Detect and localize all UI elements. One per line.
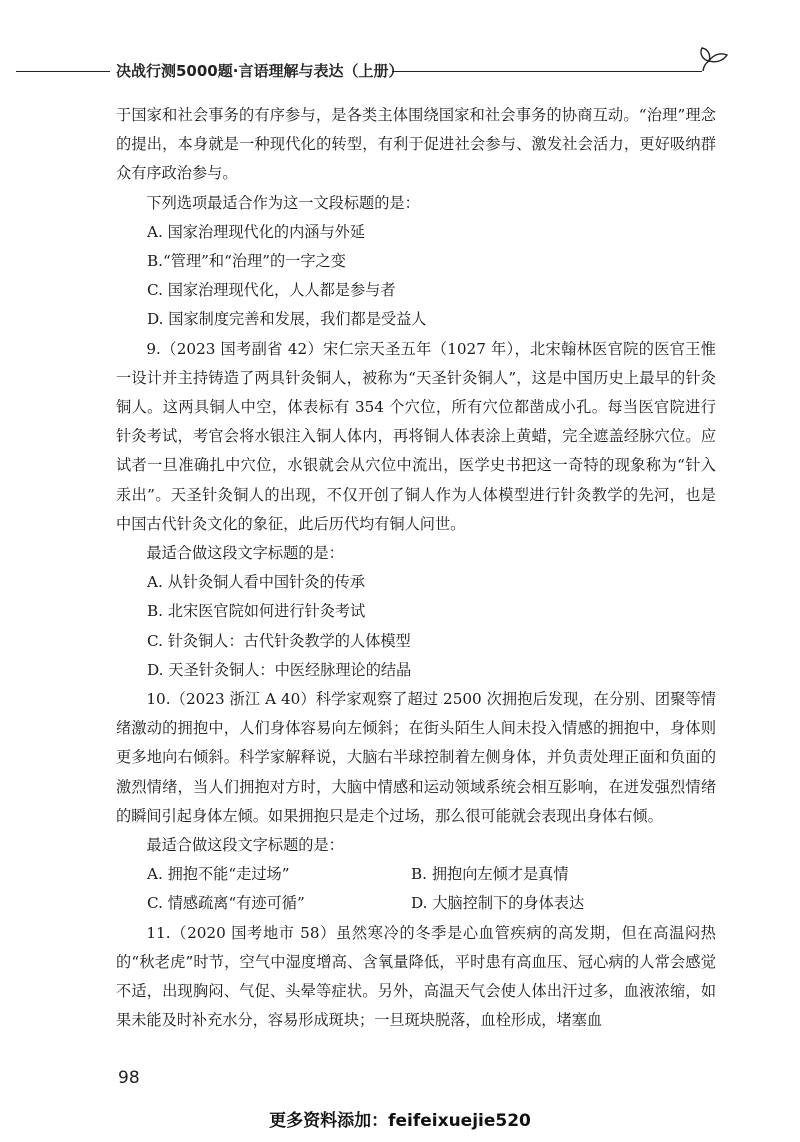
q8-option-a: A. 国家治理现代化的内涵与外延 (147, 222, 366, 241)
q10-options-row-2 (116, 889, 716, 918)
sprout-icon (696, 42, 730, 76)
q8-option-d: D. 国家制度完善和发展，我们都是受益人 (147, 310, 427, 329)
page-content (116, 101, 716, 1036)
q9-option-a: A. 从针灸铜人看中国针灸的传承 (147, 573, 366, 592)
running-header (0, 56, 800, 86)
q9-option-b: B. 北宋医官院如何进行针灸考试 (147, 602, 366, 621)
q10-option-b: B. 拥抱向左倾才是真情 (411, 865, 569, 884)
q10-option-c: C. 情感疏离“有迹可循” (147, 894, 305, 913)
footer-note: 更多资料添加：feifeixuejie520 (269, 1111, 531, 1131)
header-rule-left (16, 71, 110, 72)
q11-passage: 11.（2020 国考地市 58）虽然寒冷的冬季是心血管疾病的高发期，但在高温闷热的“秋老虎”时节，空气中湿度增高、含氧量降低，平时患有高血压、冠心病的人常会感觉不适，出现胸闷、气促、头晕等症状。另外，高温天气会使人体出汗过多，血液浓缩，如果未能及时补充水分，容易形成斑块；一旦斑块脱落，血栓形成，堵塞血 (116, 923, 716, 1030)
header-rule-right (392, 71, 702, 72)
q10-option-a: A. 拥抱不能“走过场” (147, 865, 290, 884)
q8-option-b: B.“管理”和“治理”的一字之变 (147, 252, 346, 271)
q10-option-d: D. 大脑控制下的身体表达 (411, 894, 585, 913)
q9-option-c: C. 针灸铜人：古代针灸教学的人体模型 (147, 631, 411, 650)
book-title: 决战行测5000题·言语理解与表达（上册） (116, 62, 404, 80)
passage-continuation: 于国家和社会事务的有序参与，是各类主体围绕国家和社会事务的协商互动。“治理”理念的提出，本身就是一种现代化的转型，有利于促进社会参与、激发社会活力，更好吸纳群众有序政治参与。 (116, 106, 716, 183)
q9-passage: 9.（2023 国考副省 42）宋仁宗天圣五年（1027 年），北宋翰林医官院的医官王惟一设计并主持铸造了两具针灸铜人，被称为“天圣针灸铜人”，这是中国历史上最早的针灸铜人。这两具铜人中空，体表标有 354 个穴位，所有穴位都凿成小孔。每当医官院进行针灸考试，考官会将水银注入铜人体内，再将铜人体表涂上黄蜡，完全遮盖经脉穴位。应试者一旦准确扎中穴位，水银就会从穴位中流出，医学史书把这一奇特的现象称为“针入汞出”。天圣针灸铜人的出现，不仅开创了铜人作为人体模型进行针灸教学的先河，也是中国古代针灸文化的象征，此后历代均有铜人问世。 (116, 339, 716, 533)
q10-stem: 最适合做这段文字标题的是： (146, 836, 344, 855)
q9-stem: 最适合做这段文字标题的是： (146, 544, 344, 563)
q10-passage: 10.（2023 浙江 A 40）科学家观察了超过 2500 次拥抱后发现，在分别、团聚等情绪激动的拥抱中，人们身体容易向左倾斜；在街头陌生人间未投入情感的拥抱中，身体则更多地向右倾斜。科学家解释说，大脑右半球控制着左侧身体，并负责处理正面和负面的激烈情绪，当人们拥抱对方时，大脑中情感和运动领域系统会相互影响，在迸发强烈情绪的瞬间引起身体左倾。如果拥抱只是走个过场，那么很可能就会表现出身体右倾。 (116, 690, 716, 825)
q10-options-row-1 (116, 860, 716, 889)
page-number: 98 (118, 1068, 140, 1088)
q9-option-d: D. 天圣针灸铜人：中医经脉理论的结晶 (147, 660, 412, 679)
q8-option-c: C. 国家治理现代化，人人都是参与者 (147, 281, 396, 300)
q8-stem: 下列选项最适合作为这一文段标题的是： (146, 193, 420, 212)
